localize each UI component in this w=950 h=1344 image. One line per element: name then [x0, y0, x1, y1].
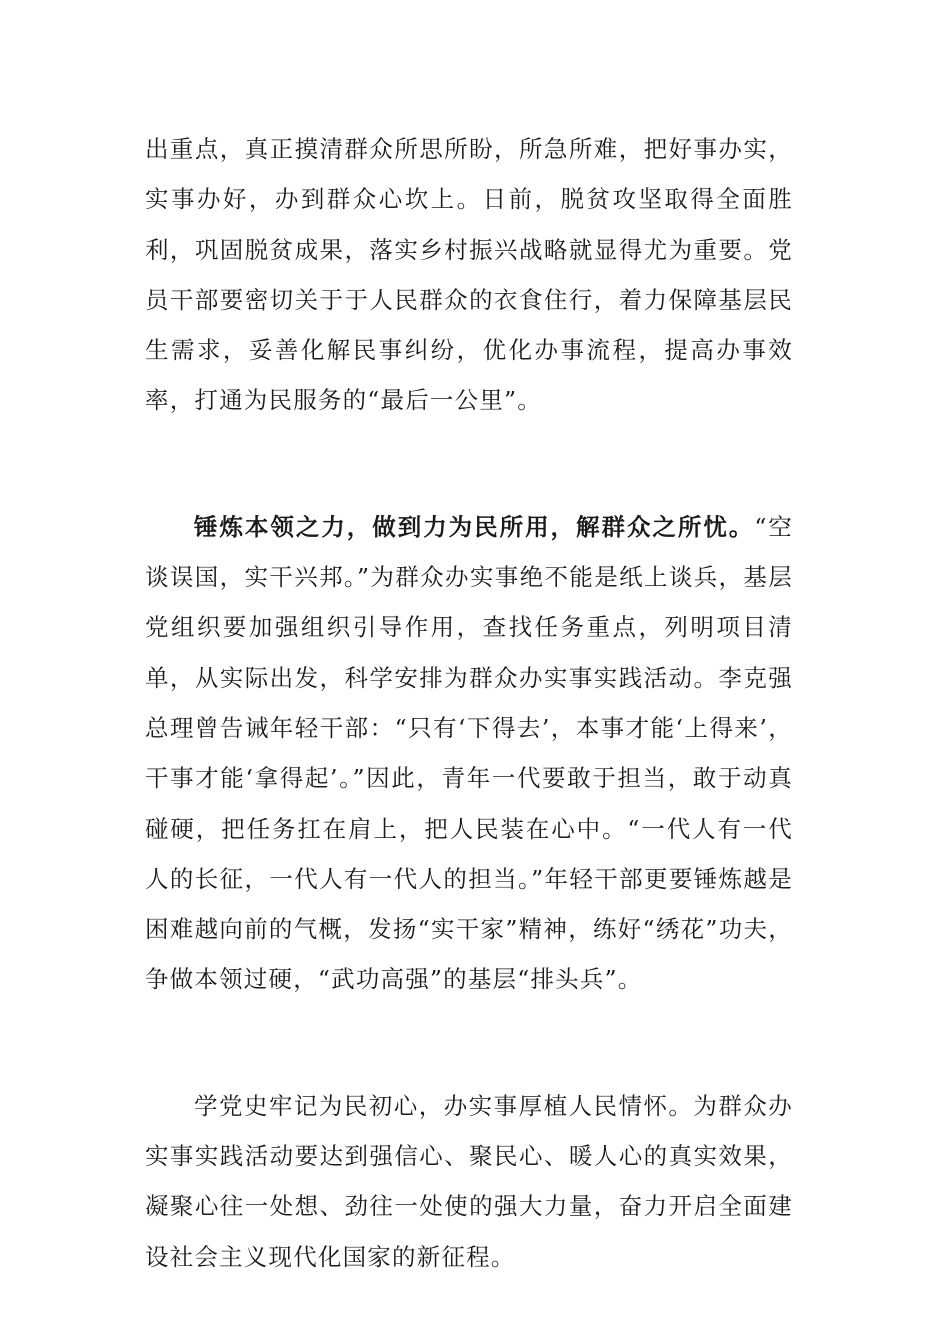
document-page	[145, 124, 793, 1282]
paragraph-spacer	[145, 1005, 793, 1081]
paragraph-3: 学党史牢记为民初心，办实事厚植人民情怀。为群众办实事实践活动要达到强信心、聚民心、暖人心的真实效果，凝聚心往一处想、劲往一处使的强大力量，奋力开启全面建设社会主义现代化国家的新征程。	[145, 1091, 793, 1271]
paragraph-1: 出重点，真正摸清群众所思所盼，所急所难，把好事办实，实事办好，办到群众心坎上。日前，脱贫攻坚取得全面胜利，巩固脱贫成果，落实乡村振兴战略就显得尤为重要。党员干部要密切关于于人民群众的衣食住行，着力保障基层民生需求，妥善化解民事纠纷，优化办事流程，提高办事效率，打通为民服务的“最后一公里”。	[145, 135, 793, 415]
paragraph-2	[145, 502, 793, 1005]
paragraph-spacer	[145, 426, 793, 502]
paragraph-2-lead: 锤炼本领之力，做到力为民所用，解群众之所忧。	[194, 512, 755, 541]
paragraph-2-body: “空谈误国，实干兴邦。”为群众办实事绝不能是纸上谈兵，基层党组织要加强组织引导作用，查找任务重点，列明项目清单，从实际出发，科学安排为群众办实事实践活动。李克强总理曾告诫年轻干部：“只有‘下得去’，本事才能‘上得来’，干事才能‘拿得起’。”因此，青年一代要敢于担当，敢于动真碰硬，把任务扛在肩上，把人民装在心中。“一代人有一代人的长征，一代人有一代人的担当。”年轻干部更要锤炼越是困难越向前的气概，发扬“实干家”精神，练好“绣花”功夫，争做本领过硬，“武功高强”的基层“排头兵”。	[145, 512, 793, 994]
